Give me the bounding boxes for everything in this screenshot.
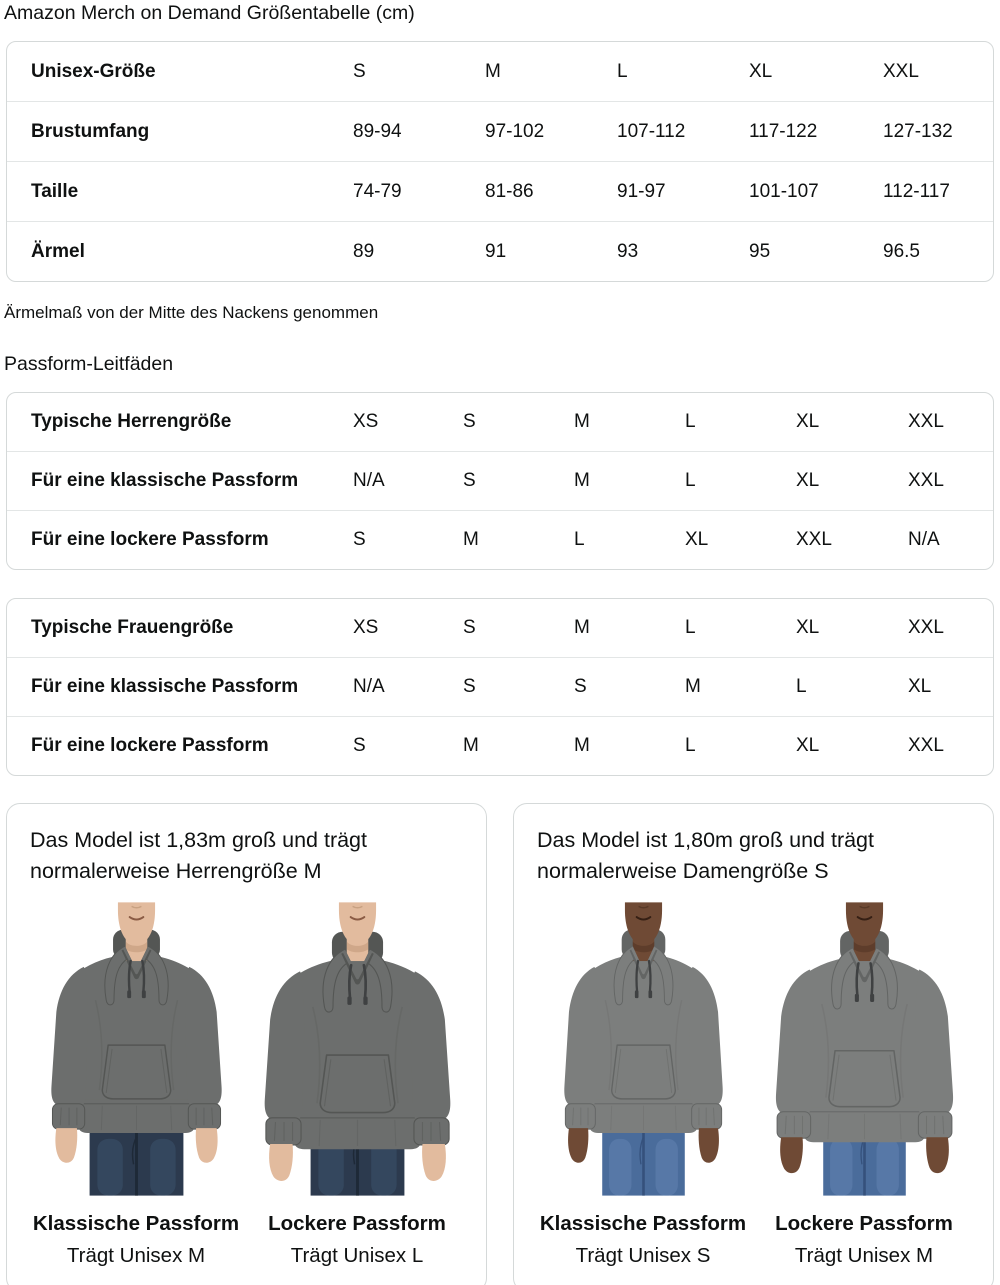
size-cell: S — [463, 452, 574, 511]
table-row — [7, 42, 993, 102]
table-row — [7, 599, 993, 658]
size-cell: M — [463, 717, 574, 776]
size-cell: 107-112 — [617, 102, 749, 162]
size-cell: XXL — [908, 411, 944, 432]
model-cards-row — [6, 803, 994, 1285]
size-cell: XS — [353, 411, 379, 432]
size-cell: XL — [796, 411, 820, 432]
model-photo-illustration — [29, 900, 244, 1198]
size-cell: XL — [685, 511, 796, 570]
fit-label: Klassische Passform — [32, 1212, 240, 1235]
size-cell: 93 — [617, 222, 749, 282]
size-cell: M — [574, 411, 590, 432]
row-label: Unisex-Größe — [31, 60, 156, 82]
figure-loose-fit — [757, 900, 972, 1268]
size-cell: S — [353, 511, 463, 570]
row-label: Typische Herrengröße — [31, 411, 232, 432]
size-cell: XXL — [796, 511, 908, 570]
size-cell: XXL — [908, 717, 993, 776]
size-cell: L — [574, 511, 685, 570]
hoodie-garment — [51, 930, 221, 1163]
size-cell: 127-132 — [883, 102, 993, 162]
size-cell: L — [796, 658, 908, 717]
figures-row — [30, 900, 463, 1268]
table-row — [7, 393, 993, 452]
size-cell: M — [685, 658, 796, 717]
fit-table-women — [6, 598, 994, 776]
size-cell: S — [574, 658, 685, 717]
size-cell: XS — [353, 617, 379, 638]
model-photo-male-classic — [29, 900, 244, 1198]
size-cell: S — [463, 617, 476, 638]
hoodie-garment — [775, 931, 952, 1173]
row-label: Brustumfang — [7, 102, 353, 162]
size-cell: N/A — [353, 452, 463, 511]
table-row — [7, 452, 993, 511]
size-cell: XXL — [908, 452, 993, 511]
row-label: Ärmel — [7, 222, 353, 282]
fit-label: Klassische Passform — [539, 1212, 747, 1235]
size-cell: XL — [908, 658, 993, 717]
size-cell: 95 — [749, 222, 883, 282]
row-label: Für eine klassische Passform — [7, 452, 353, 511]
figure-loose-fit — [250, 900, 465, 1268]
fit-table-men — [6, 392, 994, 570]
size-table — [6, 41, 994, 282]
model-photo-female-classic — [536, 900, 751, 1198]
worn-size-label: Trägt Unisex M — [66, 1244, 206, 1267]
size-cell: M — [463, 511, 574, 570]
size-cell: L — [617, 60, 628, 82]
model-photo-female-loose — [757, 900, 972, 1198]
size-cell: 112-117 — [883, 162, 993, 222]
size-cell: 91 — [485, 222, 617, 282]
size-cell: 89 — [353, 222, 485, 282]
size-cell: 91-97 — [617, 162, 749, 222]
worn-size-label: Trägt Unisex S — [575, 1244, 711, 1267]
worn-size-label: Trägt Unisex L — [290, 1244, 424, 1267]
size-cell: XL — [749, 60, 773, 82]
worn-size-label: Trägt Unisex M — [794, 1244, 934, 1267]
table-row — [7, 102, 993, 162]
hoodie-garment — [264, 932, 450, 1181]
size-cell: 97-102 — [485, 102, 617, 162]
model-photo-illustration — [757, 900, 972, 1198]
size-cell: XXL — [908, 617, 944, 638]
size-cell: M — [485, 60, 501, 82]
size-cell: M — [574, 617, 590, 638]
size-cell: 81-86 — [485, 162, 617, 222]
size-cell: M — [574, 452, 685, 511]
size-cell: S — [353, 717, 463, 776]
size-cell: 74-79 — [353, 162, 485, 222]
size-cell: N/A — [908, 511, 993, 570]
row-label: Typische Frauengröße — [31, 617, 234, 638]
table-row — [7, 222, 993, 282]
size-cell: S — [463, 411, 476, 432]
figures-row — [537, 900, 970, 1268]
size-cell: S — [463, 658, 574, 717]
table-row — [7, 162, 993, 222]
model-card-women — [513, 803, 994, 1285]
row-label: Taille — [7, 162, 353, 222]
size-cell: L — [685, 452, 796, 511]
figure-classic-fit — [536, 900, 751, 1268]
size-cell: L — [685, 617, 696, 638]
model-photo-male-loose — [250, 900, 465, 1198]
size-cell: L — [685, 717, 796, 776]
row-label: Für eine lockere Passform — [7, 511, 353, 570]
model-card-caption: Das Model ist 1,80m groß und trägt normalerweise Damengröße S — [537, 828, 874, 883]
sleeve-measurement-note: Ärmelmaß von der Mitte des Nackens genommen — [4, 303, 379, 322]
size-cell: 117-122 — [749, 102, 883, 162]
table-row — [7, 658, 993, 717]
figure-classic-fit — [29, 900, 244, 1268]
size-cell: S — [353, 60, 366, 82]
page-title: Amazon Merch on Demand Größentabelle (cm) — [4, 2, 415, 24]
size-cell: N/A — [353, 658, 463, 717]
table-row — [7, 717, 993, 776]
fit-label: Lockere Passform — [775, 1212, 953, 1235]
model-card-men — [6, 803, 487, 1285]
size-cell: XXL — [883, 60, 919, 82]
size-cell: M — [574, 717, 685, 776]
size-cell: 96.5 — [883, 222, 993, 282]
size-cell: 89-94 — [353, 102, 485, 162]
size-cell: XL — [796, 452, 908, 511]
size-cell: XL — [796, 717, 908, 776]
size-cell: L — [685, 411, 696, 432]
row-label: Für eine lockere Passform — [7, 717, 353, 776]
model-photo-illustration — [536, 900, 751, 1198]
model-photo-illustration — [250, 900, 465, 1198]
size-cell: 101-107 — [749, 162, 883, 222]
hoodie-garment — [564, 930, 722, 1163]
fit-guides-title: Passform-Leitfäden — [4, 353, 174, 375]
size-cell: XL — [796, 617, 820, 638]
row-label: Für eine klassische Passform — [7, 658, 353, 717]
table-row — [7, 511, 993, 570]
model-card-caption: Das Model ist 1,83m groß und trägt normalerweise Herrengröße M — [30, 828, 367, 883]
fit-label: Lockere Passform — [268, 1212, 446, 1235]
